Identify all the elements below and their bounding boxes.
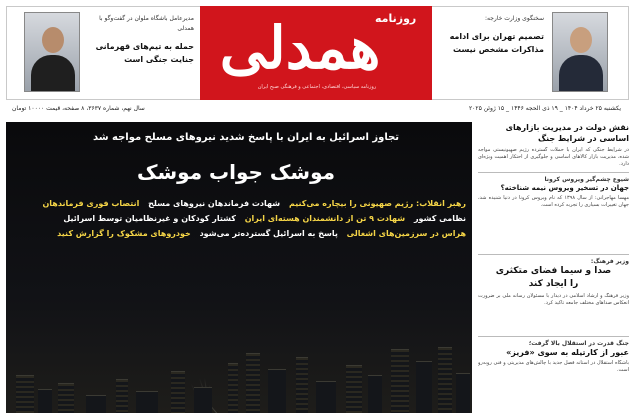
bullet-item: نظامی کشور <box>413 214 466 223</box>
building <box>368 375 382 413</box>
bullet-item: خودروهای مشکوک را گزارش کنید <box>57 229 191 238</box>
divider <box>478 254 629 255</box>
hero-main-headline[interactable]: موشک جواب موشک <box>137 160 335 184</box>
building <box>268 369 286 413</box>
building <box>296 357 308 413</box>
story-2-body: مهسا مهاجرانی: از سال ۱۳۹۸ که نام ویروس کرونا در دنیا شنیده شد، جهان تغییرات بسیاری را تجربه کرده است. <box>478 195 629 208</box>
story-3-body: وزیر فرهنگ و ارشاد اسلامی در دیدار با مسئولان رسانه ملی بر ضرورت انعکاس صداهای مختلف جامعه تاکید کرد. <box>478 293 629 306</box>
divider <box>478 172 629 173</box>
dateline <box>6 102 629 116</box>
building <box>171 371 185 413</box>
story-4-body: باشگاه استقلال در آستانه فصل جدید با چالش‌های مدیریتی و فنی روبه‌رو است. <box>478 360 629 373</box>
story-4[interactable] <box>478 340 629 380</box>
logo-small-label: روزنامه <box>375 12 417 25</box>
portrait-body <box>31 55 75 92</box>
bullet-item: انتصاب فوری فرماندهان <box>42 199 140 208</box>
building <box>416 361 432 413</box>
building <box>38 389 52 413</box>
left-story-kicker: مدیرعامل باشگاه ملوان در گفت‌وگو با همدلی <box>99 15 194 32</box>
building <box>316 381 336 413</box>
building <box>194 387 212 413</box>
hero-bullet-list <box>22 196 466 241</box>
story-1-title-2: اساسی در شرایط جنگ <box>537 134 629 143</box>
story-3-title-1: صدا و سیما فضای متکثری <box>495 266 612 276</box>
bullet-item: هراس در سرزمین‌های اشغالی <box>346 229 466 238</box>
portrait-head <box>42 27 64 53</box>
building <box>86 395 106 413</box>
masthead <box>0 0 635 104</box>
story-2-kicker: شیوع چشم‌گیر ویروس کرونا <box>544 176 629 183</box>
bullet-item: رهبر انقلاب: رژیم صهیونی را بیچاره می‌کنیم <box>288 199 466 208</box>
right-story-title-2: مذاکرات مشخص نیست <box>453 45 544 54</box>
right-portrait-photo <box>552 12 608 92</box>
story-1-body: در شرایط جنگی که ایران با حملات گسترده رژیم صهیونیستی مواجه شده، مدیریت بازار کالاهای اساسی و جلوگیری از احتکار اهمیت ویژه‌ای دارد. <box>478 147 629 167</box>
building <box>438 347 452 413</box>
right-story-kicker: سخنگوی وزارت خارجه: <box>484 15 544 22</box>
dateline-date: یکشنبه ۲۵ خرداد ۱۴۰۴ _ ۱۹ ذی الحجه ۱۴۴۶ _ ۱۵ ژوئن ۲۰۲۵ <box>468 105 621 112</box>
hero-kicker-headline: تجاوز اسرائیل به ایران با پاسخ شدید نیروهای مسلح مواجه شد <box>92 132 400 143</box>
bullet-item: کشتار کودکان و غیرنظامیان توسط اسرائیل <box>63 214 236 223</box>
left-portrait-photo <box>24 12 80 92</box>
logo-tagline: روزنامه سیاسی، اقتصادی، اجتماعی و فرهنگی صبح ایران <box>257 84 377 90</box>
building <box>456 373 470 413</box>
story-4-kicker: جنگ قدرت در استقلال بالا گرفت؛ <box>528 340 629 347</box>
bullet-item: شهادت ۹ تن از دانشمندان هسته‌ای ایران <box>244 214 406 223</box>
left-story-title-2: جنایت جنگی است <box>124 55 194 64</box>
right-story-title-1: تصمیم تهران برای ادامه <box>449 32 544 41</box>
building <box>346 365 362 413</box>
building <box>58 383 74 413</box>
portrait-head <box>570 27 592 53</box>
story-3-kicker: وزیر فرهنگ: <box>590 258 629 265</box>
city-skyline <box>6 343 472 413</box>
story-1[interactable] <box>478 122 629 169</box>
building <box>116 379 128 413</box>
building <box>228 363 238 413</box>
right-news-column <box>478 122 629 413</box>
building <box>391 349 409 413</box>
portrait-body <box>559 55 603 92</box>
building <box>16 375 34 413</box>
story-3-title-2: را ایجاد کند <box>528 279 579 289</box>
left-story-title-1: حمله به تیم‌های قهرمانی <box>95 42 194 51</box>
story-4-title: عبور از کارتیله به سوی «فریز» <box>506 348 629 357</box>
building <box>246 353 260 413</box>
dateline-issue: سال نهم، شماره ۳۶۳۷، ۸ صفحه، قیمت ۱۰۰۰۰ تومان <box>12 105 145 112</box>
divider <box>478 336 629 337</box>
story-2[interactable] <box>478 176 629 251</box>
bullet-item: پاسخ به اسرائیل گسترده‌تر می‌شود <box>199 229 338 238</box>
bullet-item: شهادت فرماندهان نیروهای مسلح <box>148 199 281 208</box>
story-2-title: جهان در تسخیر ویروس نیمه شناخته؟ <box>500 184 629 192</box>
newspaper-logo[interactable]: همدلی <box>219 14 381 82</box>
right-story[interactable] <box>440 14 544 56</box>
story-3[interactable] <box>478 258 629 333</box>
story-1-title-1: نقش دولت در مدیریت بازارهای <box>505 123 629 132</box>
left-story[interactable] <box>86 14 194 66</box>
building <box>136 391 158 413</box>
